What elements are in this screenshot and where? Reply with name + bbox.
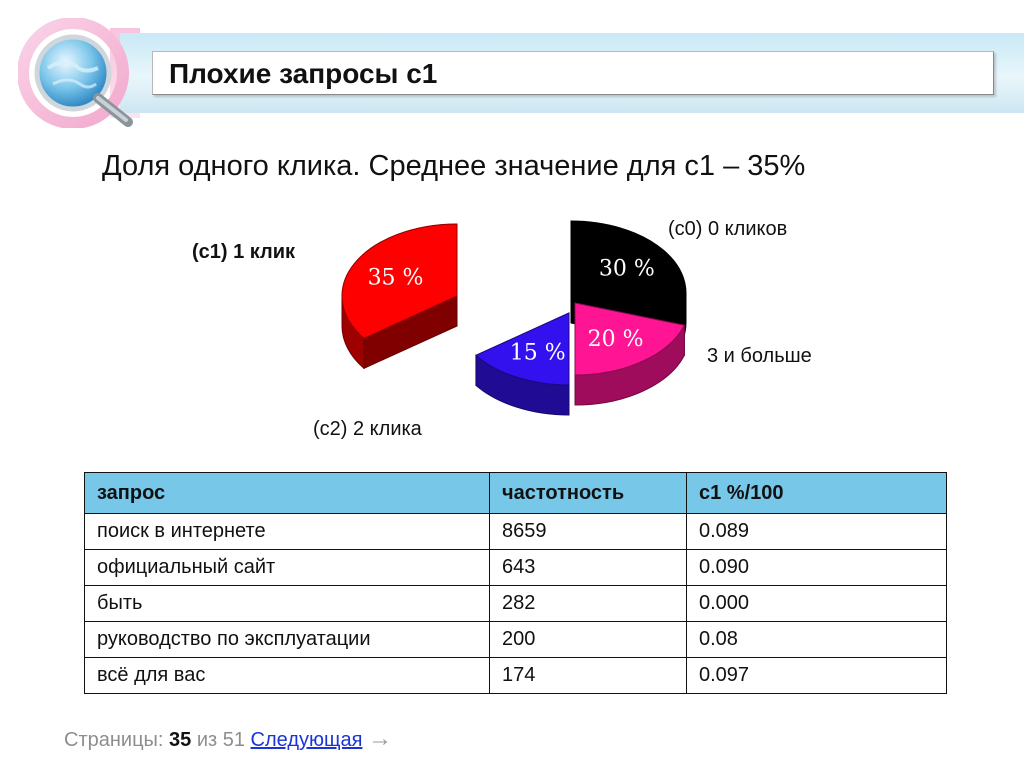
queries-table [84,472,947,694]
pie-slice-c1 [342,224,457,368]
pagination [64,725,392,753]
cell-frequency: 174 [490,658,687,694]
table-row [85,550,947,586]
pie-slice-c2 [476,313,569,415]
cell-query: официальный сайт [85,550,490,586]
pie-value-label-c3plus: 20 % [587,326,644,352]
cell-query: поиск в интернете [85,514,490,550]
cell-c1-share: 0.089 [687,514,947,550]
table-row [85,586,947,622]
cell-c1-share: 0.097 [687,658,947,694]
cell-frequency: 643 [490,550,687,586]
header-query: запрос [85,473,490,514]
cell-c1-share: 0.000 [687,586,947,622]
table-row [85,622,947,658]
label-c2: (c2) 2 клика [313,418,422,440]
pie-value-label-c2: 15 % [509,340,566,366]
cell-query: быть [85,586,490,622]
pages-label: Страницы: [64,729,164,751]
page-title: Плохие запросы c1 [169,58,438,89]
label-c0: (c0) 0 кликов [668,218,788,240]
arrow-right-icon[interactable]: → [367,725,392,752]
total-pages-label: из 51 [196,729,245,751]
cell-c1-share: 0.08 [687,622,947,658]
table-row [85,514,947,550]
cell-query: руководство по эксплуатации [85,622,490,658]
table-row [85,658,947,694]
pie-value-label-c0: 30 % [598,256,655,282]
cell-frequency: 200 [490,622,687,658]
header-c1-share: c1 %/100 [687,473,947,514]
slide-subtitle: Доля одного клика. Среднее значение для с1 – 35% [102,150,806,182]
cell-c1-share: 0.090 [687,550,947,586]
cell-frequency: 282 [490,586,687,622]
cell-query: всё для вас [85,658,490,694]
cell-frequency: 8659 [490,514,687,550]
next-page-link[interactable]: Следующая [250,729,363,751]
current-page: 35 [169,729,192,751]
label-c3plus: 3 и больше [707,345,812,367]
header-frequency: частотность [490,473,687,514]
table-header-row [85,473,947,514]
pie-value-label-c1: 35 % [367,265,424,291]
label-c1: (c1) 1 клик [192,241,296,263]
